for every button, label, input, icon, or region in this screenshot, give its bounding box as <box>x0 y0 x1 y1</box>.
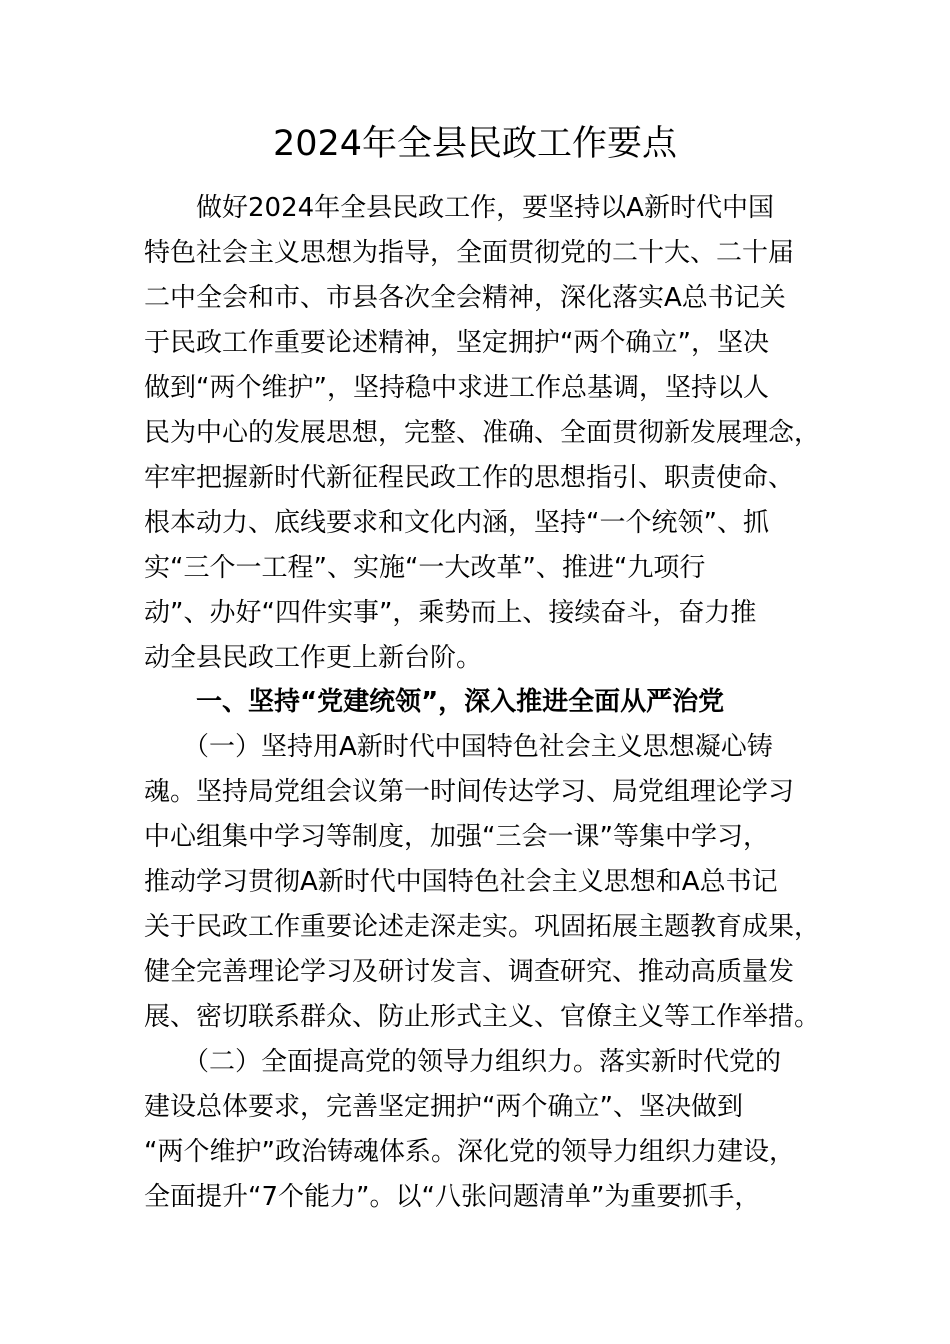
paragraph-line: 根本动力、底线要求和文化内涵，坚持“一个统领”、抓 <box>144 508 769 538</box>
paragraph-line: “两个维护”政治铸魂体系。深化党的领导力组织力建设， <box>144 1137 795 1167</box>
paragraph-line: 建设总体要求，完善坚定拥护“两个确立”、坚决做到 <box>144 1092 743 1122</box>
paragraph-line: 于民政工作重要论述精神，坚定拥护“两个确立”，坚决 <box>144 328 769 358</box>
paragraph-line: 中心组集中学习等制度，加强“三会一课”等集中学习， <box>144 822 769 852</box>
paragraph-line: 全面提升“7个能力”。以“八张问题清单”为重要抓手， <box>144 1182 761 1212</box>
paragraph-line: 实“三个一工程”、实施“一大改革”、推进“九项行 <box>144 553 706 583</box>
paragraph-line: 推动学习贯彻A新时代中国特色社会主义思想和A总书记 <box>144 867 778 897</box>
paragraph-line: 二中全会和市、市县各次全会精神，深化落实A总书记关 <box>144 283 786 313</box>
paragraph-line: 关于民政工作重要论述走深走实。巩固拓展主题教育成果， <box>144 912 821 942</box>
paragraph-line: 民为中心的发展思想，完整、准确、全面贯彻新发展理念， <box>144 418 821 448</box>
paragraph-line: 做好2024年全县民政工作，要坚持以A新时代中国 <box>144 193 774 223</box>
section-heading: 一、坚持“党建统领”，深入推进全面从严治党 <box>144 687 725 717</box>
paragraph-line: 魂。坚持局党组会议第一时间传达学习、局党组理论学习 <box>144 777 795 807</box>
paragraph-line: 特色社会主义思想为指导，全面贯彻党的二十大、二十届 <box>144 238 795 268</box>
paragraph-line: 健全完善理论学习及研讨发言、调查研究、推动高质量发 <box>144 957 795 987</box>
paragraph-line: 动全县民政工作更上新台阶。 <box>144 643 483 673</box>
paragraph-line: （一）坚持用A新时代中国特色社会主义思想凝心铸 <box>144 732 773 762</box>
paragraph-line: 动”、办好“四件实事”，乘势而上、接续奋斗，奋力推 <box>144 598 757 628</box>
paragraph-line: （二）全面提高党的领导力组织力。落实新时代党的 <box>144 1047 782 1077</box>
paragraph-line: 牢牢把握新时代新征程民政工作的思想指引、职责使命、 <box>144 463 795 493</box>
document-title: 2024年全县民政工作要点 <box>272 124 678 164</box>
paragraph-line: 展、密切联系群众、防止形式主义、官僚主义等工作举措。 <box>144 1002 821 1032</box>
paragraph-line: 做到“两个维护”，坚持稳中求进工作总基调，坚持以人 <box>144 373 769 403</box>
